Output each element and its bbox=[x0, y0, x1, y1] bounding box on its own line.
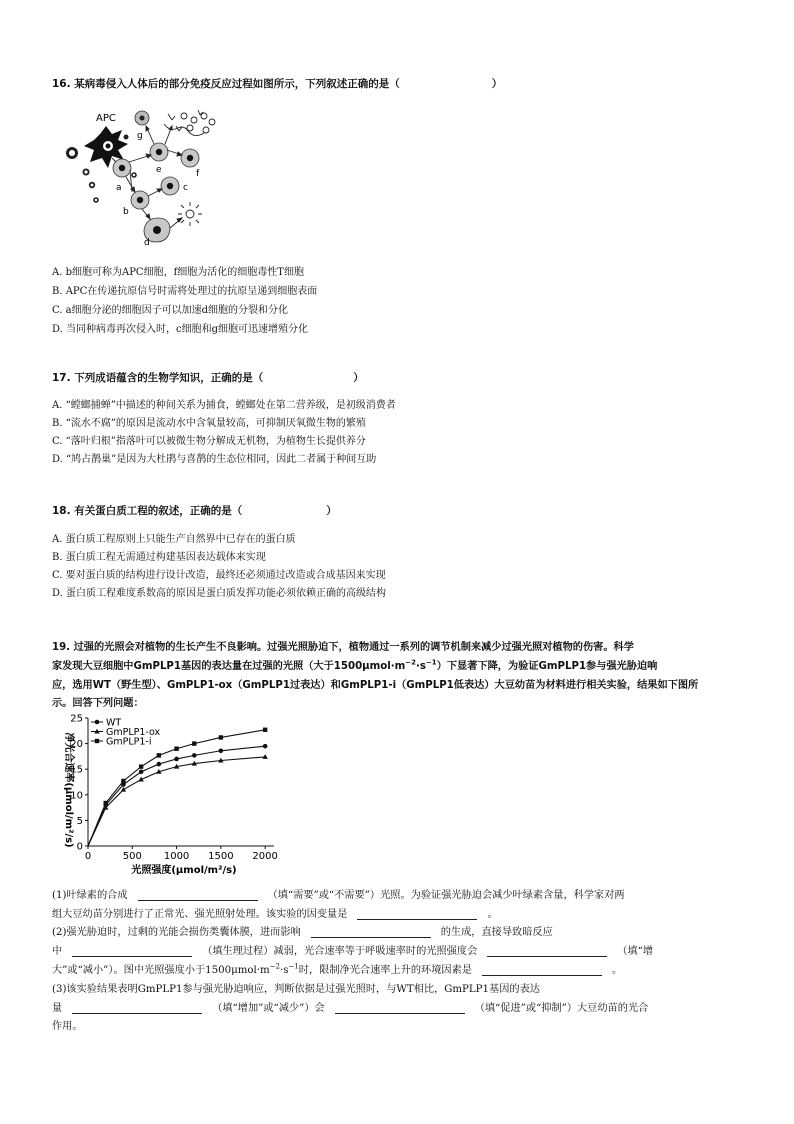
cell-e bbox=[150, 143, 168, 175]
data-point-WT bbox=[192, 753, 197, 758]
q18-title bbox=[52, 503, 337, 518]
label-b: b bbox=[123, 207, 129, 217]
x-tick-label: 1500 bbox=[208, 851, 234, 862]
q19-intro-line-1: 19. 过强的光照会对植物的生长产生不良影响。过强光照胁迫下，植物通过一系列的调节机制来减少过强光照对植物的伤害。科学 bbox=[52, 642, 634, 653]
q19-p3c: （填“增加”或“减少”）会 bbox=[212, 1003, 325, 1014]
q16-title-close: ） bbox=[491, 78, 503, 90]
q19-intro-line-2 bbox=[52, 657, 657, 672]
q18-title-close: ） bbox=[326, 505, 337, 517]
q19-blank-8[interactable] bbox=[335, 1003, 465, 1014]
q19-part3-line1: (3)该实验结果表明GmPLP1参与强光胁迫响应，判断依据是过强光照时，与WT相比，GmPLP1基因的表达 bbox=[52, 984, 540, 995]
cell-c bbox=[161, 177, 188, 195]
q19-intro-sup2: −1 bbox=[425, 658, 437, 667]
x-tick-label: 500 bbox=[122, 851, 142, 862]
data-point-GmPLP1-i bbox=[121, 779, 125, 783]
label-d: d bbox=[144, 238, 150, 248]
y-tick-label: 25 bbox=[70, 713, 83, 725]
q19-part1-line1 bbox=[52, 886, 625, 901]
series-line-GmPLP1-ox bbox=[88, 757, 265, 846]
q19-p2-sup2: −1 bbox=[288, 962, 299, 971]
q19-p1c: 组大豆幼苗分别进行了正常光、强光照射处理。该实验的因变量是 bbox=[52, 909, 348, 920]
legend-marker-WT bbox=[95, 720, 100, 725]
q19-blank-5[interactable] bbox=[487, 946, 607, 957]
antibody-cluster bbox=[178, 202, 202, 226]
q16-title-text: 16. 某病毒侵入人体后的部分免疫反应过程如图所示，下列叙述正确的是（ bbox=[52, 78, 400, 90]
q18-title-text: 18. 有关蛋白质工程的叙述，正确的是（ bbox=[52, 505, 243, 517]
q19-p2e: （填“增 bbox=[617, 946, 654, 957]
q19-p3b: 量 bbox=[52, 1003, 63, 1014]
y-tick-label: 15 bbox=[70, 764, 83, 776]
cell-d bbox=[144, 218, 170, 248]
q19-blank-4[interactable] bbox=[72, 946, 192, 957]
q18-option-c[interactable]: C. 要对蛋白质的结构进行设计改造，最终还必须通过改造或合成基因来实现 bbox=[52, 570, 386, 581]
q19-p2-sup1: −2 bbox=[269, 962, 280, 971]
y-tick-label: 20 bbox=[70, 739, 83, 751]
q16-option-c[interactable]: C. a细胞分泌的细胞因子可以加速d细胞的分裂和分化 bbox=[52, 305, 289, 316]
q17-option-b[interactable]: B. “流水不腐”的原因是流动水中含氧量较高，可抑制厌氧微生物的繁殖 bbox=[52, 418, 366, 429]
q19-p1b: （填“需要”或“不需要”）光照。为验证强光胁迫会减少叶绿素含量，科学家对两 bbox=[267, 890, 625, 901]
q17-title-close: ） bbox=[353, 372, 364, 384]
q17-option-c[interactable]: C. “落叶归根”指落叶可以被微生物分解成无机物，为植物生长提供养分 bbox=[52, 436, 366, 447]
q17-option-d[interactable]: D. “鸠占鹊巢”是因为大杜鹃与喜鹊的生态位相同，因此二者属于种间互助 bbox=[52, 454, 377, 465]
data-point-WT bbox=[139, 769, 144, 774]
antibody-virus-chain bbox=[164, 110, 215, 136]
data-point-WT bbox=[157, 762, 162, 767]
y-tick-label: 5 bbox=[76, 815, 83, 827]
data-point-GmPLP1-i bbox=[174, 747, 178, 751]
q19-p1a: (1)叶绿素的合成 bbox=[52, 890, 128, 901]
net-photosynthesis-chart bbox=[52, 712, 282, 878]
legend-marker-GmPLP1-i bbox=[95, 739, 99, 743]
data-point-GmPLP1-ox bbox=[121, 787, 126, 792]
q19-p2c: 中 bbox=[52, 946, 63, 957]
cell-f bbox=[181, 149, 200, 179]
q19-intro-2b: ·s bbox=[416, 661, 426, 672]
q16-option-a[interactable]: A. b细胞可称为APC细胞，f细胞为活化的细胞毒性T细胞 bbox=[52, 267, 304, 278]
q17-title bbox=[52, 370, 364, 385]
q19-part3-line3: 作用。 bbox=[52, 1021, 83, 1032]
q16-option-b[interactable]: B. APC在传递抗原信号时需将处理过的抗原呈递到细胞表面 bbox=[52, 286, 318, 297]
cell-a bbox=[113, 159, 131, 193]
q19-intro-2a: 家发现大豆细胞中GmPLP1基因的表达量在过强的光照（大于1500μmol·m bbox=[52, 661, 406, 672]
immune-response-figure bbox=[56, 106, 241, 248]
legend-label-WT: WT bbox=[106, 717, 122, 729]
q19-p3d: （填“促进”或“抑制”）大豆幼苗的光合 bbox=[474, 1003, 649, 1014]
q19-blank-6[interactable] bbox=[482, 965, 602, 976]
x-tick-label: 1000 bbox=[163, 851, 190, 862]
q19-p2d: （填生理过程）减弱，光合速率等于呼吸速率时的光照强度会 bbox=[202, 946, 478, 957]
q17-title-text: 17. 下列成语蕴含的生物学知识，正确的是（ bbox=[52, 372, 264, 384]
q19-p2b: 的生成，直接导致暗反应 bbox=[440, 927, 553, 938]
data-point-GmPLP1-ox bbox=[262, 754, 267, 759]
data-point-WT bbox=[263, 744, 268, 749]
apc-label: APC bbox=[96, 113, 116, 124]
q19-blank-2[interactable] bbox=[357, 909, 477, 920]
data-point-GmPLP1-i bbox=[157, 753, 161, 757]
q19-part3-line2 bbox=[52, 999, 648, 1014]
x-axis-label: 光照强度(μmol/m²/s) bbox=[131, 865, 237, 876]
x-tick-label: 2000 bbox=[252, 851, 278, 862]
label-g: g bbox=[137, 131, 143, 141]
label-a: a bbox=[116, 183, 122, 193]
q19-blank-7[interactable] bbox=[72, 1003, 202, 1014]
cell-g bbox=[135, 111, 149, 141]
data-point-GmPLP1-i bbox=[104, 801, 108, 805]
data-point-GmPLP1-i bbox=[219, 735, 223, 739]
q19-intro-line-3: 应，选用WT（野生型）、GmPLP1-ox（GmPLP1过表达）和GmPLP1-i（GmPLP1低表达）大豆幼苗为材料进行相关实验，结果如下图所 bbox=[52, 680, 699, 691]
q19-p2f: 大”或“减小”）。图中光照强度小于1500μmol·m bbox=[52, 965, 270, 976]
label-f: f bbox=[196, 169, 200, 179]
q19-intro-line-4: 示。回答下列问题： bbox=[52, 698, 144, 709]
q19-p2a: (2)强光胁迫时，过剩的光能会损伤类囊体膜，进而影响 bbox=[52, 927, 301, 938]
data-point-WT bbox=[219, 748, 224, 753]
q19-p2i: 。 bbox=[611, 965, 623, 976]
q19-part2-line3 bbox=[52, 961, 622, 976]
q19-part2-line2 bbox=[52, 942, 653, 957]
legend-label-GmPLP1-ox: GmPLP1-ox bbox=[106, 727, 161, 738]
plot-area bbox=[70, 714, 278, 863]
q16-title bbox=[52, 76, 502, 91]
q19-part1-line2 bbox=[52, 905, 498, 920]
q18-option-d[interactable]: D. 蛋白质工程难度系数高的原因是蛋白质发挥功能必须依赖正确的高级结构 bbox=[52, 588, 387, 599]
data-point-GmPLP1-i bbox=[139, 764, 143, 768]
y-axis-label: 净光合速率(μmol/m²/s) bbox=[63, 732, 74, 848]
q19-p1d: 。 bbox=[487, 909, 498, 920]
q19-blank-1[interactable] bbox=[138, 890, 258, 901]
data-point-WT bbox=[174, 757, 179, 762]
x-tick-label: 0 bbox=[84, 851, 92, 862]
q19-intro-2c: ）下显著下降，为验证GmPLP1参与强光胁迫响 bbox=[436, 661, 658, 672]
q19-p2g: ·s bbox=[279, 965, 289, 976]
data-point-GmPLP1-i bbox=[263, 728, 267, 732]
q17-option-a[interactable]: A. “螳螂捕蝉”中描述的种间关系为捕食，螳螂处在第二营养级，是初级消费者 bbox=[52, 400, 396, 411]
q19-blank-3[interactable] bbox=[311, 927, 431, 938]
data-point-GmPLP1-i bbox=[192, 741, 196, 745]
q18-option-b[interactable]: B. 蛋白质工程无需通过构建基因表达载体来实现 bbox=[52, 552, 266, 563]
q16-option-d[interactable]: D. 当同种病毒再次侵入时，c细胞和g细胞可迅速增殖分化 bbox=[52, 324, 309, 335]
label-c: c bbox=[183, 183, 188, 193]
y-tick-label: 10 bbox=[70, 790, 83, 802]
y-tick-label: 0 bbox=[76, 841, 83, 853]
q18-option-a[interactable]: A. 蛋白质工程原则上只能生产自然界中已存在的蛋白质 bbox=[52, 534, 296, 545]
q19-intro-sup1: −2 bbox=[405, 658, 416, 667]
legend-label-GmPLP1-i: GmPLP1-i bbox=[106, 736, 152, 748]
q19-part2-line1 bbox=[52, 923, 553, 938]
label-e: e bbox=[156, 165, 162, 175]
q19-p2h: 时，限制净光合速率上升的环境因素是 bbox=[298, 965, 472, 976]
